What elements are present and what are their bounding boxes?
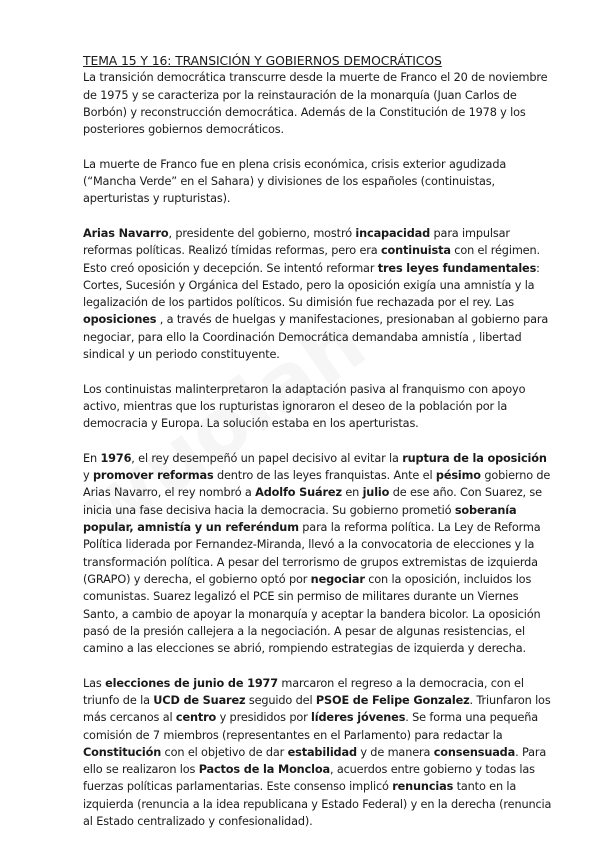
text-run: de ese año. Con Suarez, se inicia una fase decisiva hacia la democracia. Su gobierno prometió bbox=[83, 486, 542, 517]
text-run: La muerte de Franco fue en plena crisis económica, crisis exterior agudizada (“Mancha Verde” en el Sahara) y divisiones de los españoles (continuistas, aperturistas y rupturistas). bbox=[83, 157, 507, 206]
paragraph-continuistas bbox=[83, 381, 553, 433]
paragraph-arias-navarro bbox=[83, 225, 553, 363]
paragraph-crisis bbox=[83, 156, 553, 208]
bold-term: estabilidad bbox=[287, 745, 357, 759]
text-run: con la oposición, incluidos los comunistas. Suarez legalizó el PCE sin permiso de militares durante un Viernes Santo, a cambio de apoyar la monarquía y aceptar la bandera bicolor. La oposición pasó de la presión callejera a la negociación. A pesar de algunas resistencias, el camino a las elecciones se abrió, rompiendo estrategias de izquierda y derecha. bbox=[83, 572, 541, 656]
bold-term: PSOE de Felipe Gonzalez bbox=[315, 693, 470, 707]
text-run: seguido del bbox=[245, 693, 316, 707]
paragraph-intro bbox=[83, 69, 553, 138]
bold-term: UCD de Suarez bbox=[153, 693, 246, 707]
text-run: , presidente del gobierno, mostró bbox=[168, 226, 356, 240]
bold-term: 1976 bbox=[100, 451, 132, 465]
text-run: y de manera bbox=[356, 745, 434, 759]
text-run: . Triunfaron los más cercanos al bbox=[83, 693, 551, 725]
bold-term: elecciones de junio de 1977 bbox=[105, 676, 278, 690]
text-run: : Cortes, Sucesión y Orgánica del Estado, pero la oposición exigía una amnistía y la legalización de los partidos políticos. Su dimisión fue rechazada por el rey. Las bbox=[83, 261, 540, 310]
bold-term: consensuada bbox=[433, 745, 516, 759]
bold-term: incapacidad bbox=[355, 226, 431, 240]
text-run: , el rey desempeñó un papel decisivo al evitar la bbox=[131, 451, 403, 465]
text-run: con el objetivo de dar bbox=[161, 745, 288, 759]
bold-term: Constitución bbox=[83, 745, 162, 759]
bold-term: oposiciones bbox=[83, 313, 157, 327]
text-run: marcaron el regreso a la democracia, con el triunfo de la bbox=[83, 676, 524, 707]
bold-term: negociar bbox=[310, 572, 365, 586]
text-run: para impulsar reformas políticas. Realizó tímidas reformas, pero era bbox=[83, 226, 510, 258]
text-run: La transición democrática transcurre desde la muerte de Franco el 20 de noviembre de 1975 y se caracteriza por la reinstauración de la monarquía (Juan Carlos de Borbón) y reconstrucción democrática. Además de la Constitución de 1978 y los posteriores gobiernos democráticos. bbox=[83, 71, 548, 137]
paragraph-elecciones-1977 bbox=[83, 675, 553, 831]
bold-term: soberanía popular, amnistía y un referéndum bbox=[83, 503, 517, 535]
text-run: y presididos por bbox=[216, 711, 312, 725]
text-run: con el régimen. Esto creó oposición y decepción. Se intentó reformar bbox=[83, 244, 540, 275]
bold-term: centro bbox=[175, 711, 217, 725]
bold-term: continuista bbox=[380, 244, 451, 258]
text-run: En bbox=[83, 451, 101, 465]
document-title: TEMA 15 Y 16: TRANSICIÓN Y GOBIERNOS DEMOCRÁTICOS bbox=[83, 53, 442, 68]
text-run: , a través de huelgas y manifestaciones, presionaban al gobierno para negociar, para ello la Coordinación Democrática demandaba amnistía , libertad sindical y un periodo constituyente. bbox=[83, 313, 549, 362]
paragraph-1976 bbox=[83, 450, 553, 658]
bold-term: julio bbox=[362, 486, 390, 500]
document-page bbox=[83, 52, 553, 848]
text-run: gobierno de Arias Navarro, el rey nombró a bbox=[83, 469, 551, 500]
text-run: , acuerdos entre gobierno y todas las fuerzas políticas parlamentarias. Este consenso implicó bbox=[83, 763, 535, 794]
text-run: Los continuistas malinterpretaron la adaptación pasiva al franquismo con apoyo activo, mientras que los rupturistas ignoraron el deseo de la población por la democracia y Europa. La solución estaba en los aperturistas. bbox=[83, 382, 526, 431]
text-run: dentro de las leyes franquistas. Ante el bbox=[213, 469, 436, 483]
bold-term: pésimo bbox=[435, 469, 481, 483]
bold-term: Pactos de la Moncloa bbox=[198, 763, 330, 777]
bold-term: líderes jóvenes bbox=[311, 711, 406, 725]
text-run: . Se forma una pequeña comisión de 7 miembros (representantes en el Parlamento) para redactar la bbox=[83, 711, 539, 742]
text-run: y bbox=[83, 469, 93, 483]
bold-term: renuncias bbox=[392, 780, 454, 794]
text-run: Las bbox=[83, 676, 106, 690]
text-run: tanto en la izquierda (renuncia a la idea republicana y Estado Federal) y en la derecha (renuncia al Estado centralizado y confesionalidad). bbox=[83, 780, 552, 829]
bold-term: Arias Navarro bbox=[83, 226, 169, 240]
bold-term: Adolfo Suárez bbox=[255, 486, 342, 500]
text-run: . Para ello se realizaron los bbox=[83, 745, 547, 777]
bold-term: promover reformas bbox=[92, 469, 214, 483]
text-run: para la reforma política. La Ley de Reforma Política liderada por Fernandez-Miranda, llevó a la convocatoria de elecciones y la transformación política. A pesar del terrorismo de grupos extremistas de izquierda (GRAPO) y derecha, el gobierno optó por bbox=[83, 521, 541, 586]
bold-term: ruptura de la oposición bbox=[402, 451, 547, 465]
text-run: en bbox=[341, 486, 363, 500]
bold-term: tres leyes fundamentales bbox=[377, 261, 537, 275]
